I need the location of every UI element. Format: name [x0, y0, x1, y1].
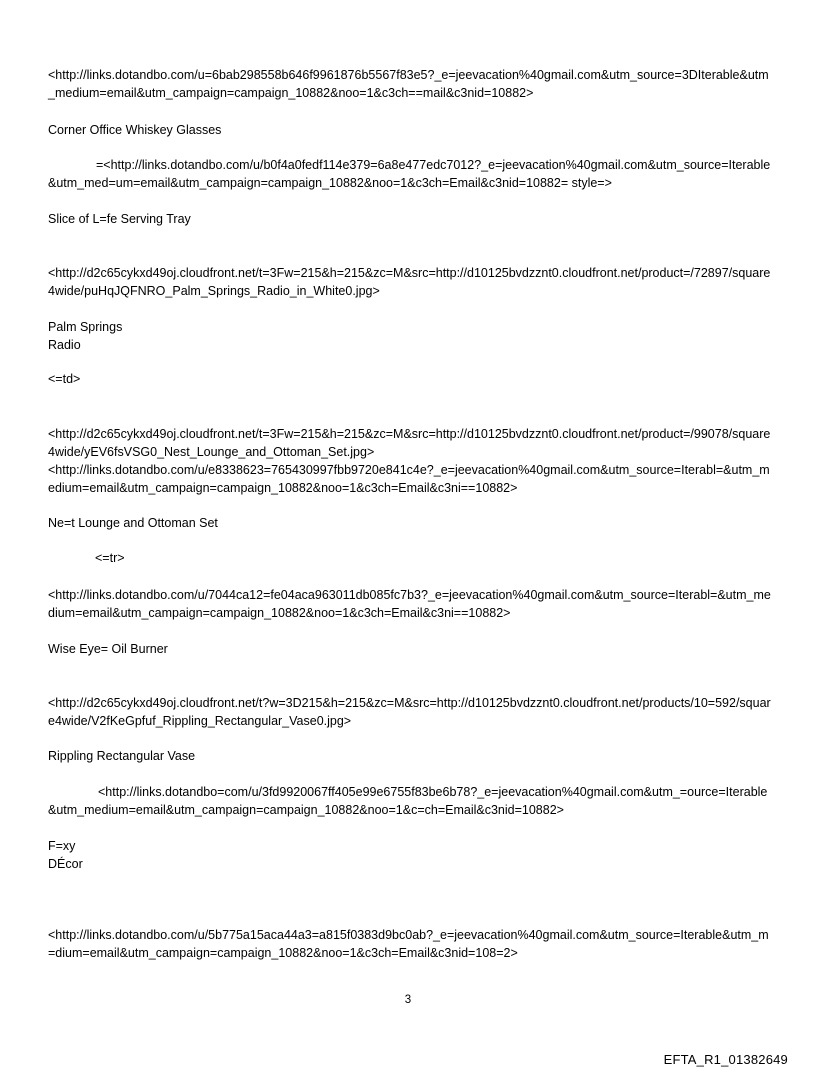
product-name-lounge: Ne=t Lounge and Ottoman Set: [48, 516, 218, 530]
product-name-whiskey-glasses: Corner Office Whiskey Glasses: [48, 123, 222, 137]
page-number: 3: [404, 994, 412, 1006]
product-name-radio: Palm Springs Radio: [48, 320, 123, 352]
image-url-radio: <http://d2c65cykxd49oj.cloudfront.net/t=3Fw=215&h=215&zc=M&src=http://d10125bvdzznt0.cloudfront.net/product=/72897/square4wide/puHqJQFNRO_Palm_Springs_Radio_in_White0.jpg>: [48, 266, 771, 298]
link-text-4: <http://links.dotandbo=com/u/3fd9920067ff405e99e6755f83be6b78?_e=jeevacation%40gmail.com&utm_=ource=Iterable&utm_medium=email&utm_campaign=campaign_10882&noo=1&c=ch=Email&c3nid=10882>: [48, 785, 768, 817]
product-name-serving-tray: Slice of L=fe Serving Tray: [48, 212, 191, 226]
html-fragment-td: <=td>: [48, 372, 81, 386]
html-fragment-tr: <=tr>: [95, 551, 125, 565]
link-text-5: <http://links.dotandbo.com/u/5b775a15aca44a3=a815f0383d9bc0ab?_e=jeevacation%40gmail.com&utm_source=Iterable&utm_m=dium=email&utm_campaign=campaign_10882&noo=1&c3ch=Email&c3nid=108=2>: [48, 928, 769, 960]
image-url-vase: <http://d2c65cykxd49oj.cloudfront.net/t?w=3D215&h=215&zc=M&src=http://d10125bvdzznt0.cloudfront.net/products/10=592/square4wide/V2fKeGpfuf_Rippling_Rectangular_Vase0.jpg>: [48, 696, 771, 728]
product-name-oil-burner: Wise Eye= Oil Burner: [48, 642, 168, 656]
link-text-2: =<http://links.dotandbo.com/u/b0f4a0fedf114e379=6a8e477edc7012?_e=jeevacation%40gmail.com&utm_source=Iterable&utm_med=um=email&utm_campaign=campaign_10882&noo=1&c3ch=Email&c3nid=10882= style=>: [48, 158, 771, 190]
bates-number: EFTA_R1_01382649: [663, 1052, 788, 1067]
link-text-3: <http://links.dotandbo.com/u/7044ca12=fe04aca963011db085fc7b3?_e=jeevacation%40gmail.com&utm_source=Iterabl=&utm_medium=email&utm_campaign=campaign_10882&noo=1&c3ch=Email&c3ni==10882>: [48, 588, 771, 620]
link-text-1: <http://links.dotandbo.com/u=6bab298558b646f9961876b5567f83e5?_e=jeevacation%40gmail.com&utm_source=3DIterable&utm_medium=email&utm_campaign=campaign_10882&noo=1&c3ch==mail&c3nid=10882>: [48, 68, 769, 100]
product-name-vase: Rippling Rectangular Vase: [48, 749, 196, 763]
product-name-decor: F=xy DÉcor: [48, 839, 83, 871]
image-url-lounge: <http://d2c65cykxd49oj.cloudfront.net/t=3Fw=215&h=215&zc=M&src=http://d10125bvdzznt0.cloudfront.net/product=/99078/square4wide/yEV6fsVSG0_Nest_Lounge_and_Ottoman_Set.jpg> <http://links.dotandbo.com/u/e8338623=765430997fbb9720e841c4e?_e=jeevacation%40gmail.com&utm_source=Iterabl=&utm_medium=email&utm_campaign=campaign_10882&noo=1&c3ch=Email&c3ni==10882>: [48, 427, 771, 495]
